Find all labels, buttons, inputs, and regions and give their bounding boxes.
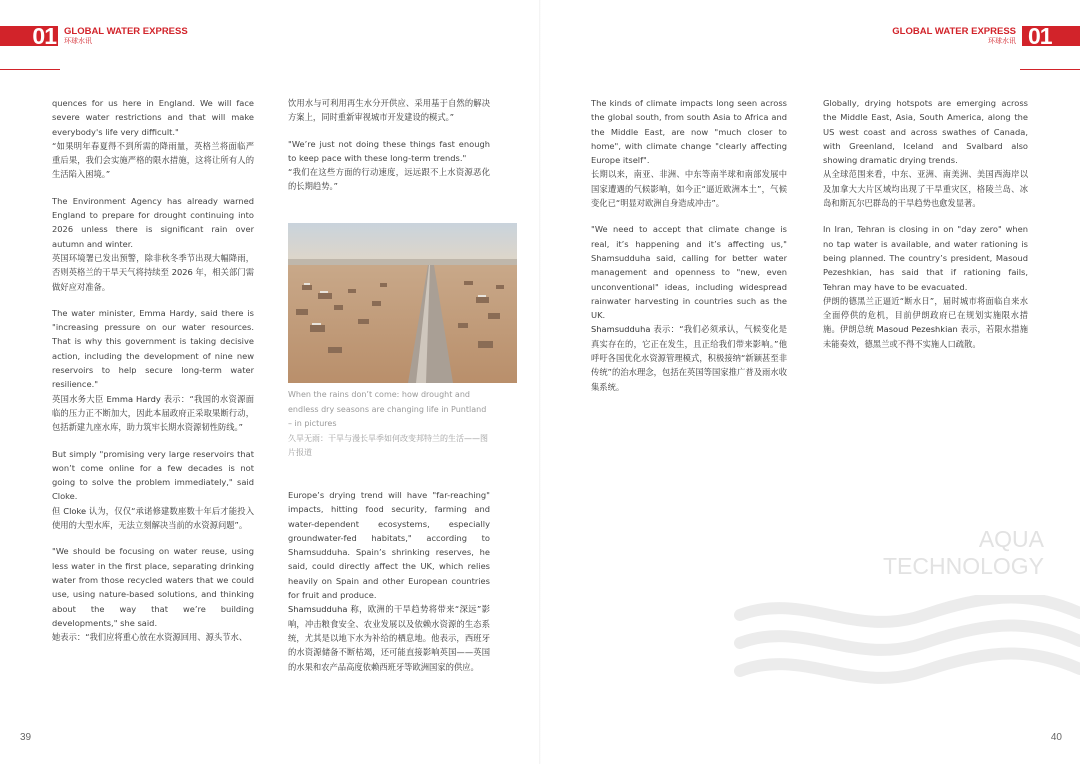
watermark-line-1: AQUA: [978, 526, 1044, 552]
paragraph-en: The Environment Agency has already warned England to prepare for drought continuing into 2026 unless there is significant rain over autumn and winter.: [52, 195, 254, 249]
drought-photo: [288, 223, 517, 383]
paragraph: [823, 222, 1028, 351]
photo-caption: [288, 388, 492, 461]
paragraph-en: "We need to accept that climate change is real, it’s happening and it’s affecting us," Shamsudduha said, calling for better water management and openness to "new, even unconventional" ideas, including widespread rainwater harvesting in countries such as the UK.: [591, 224, 787, 321]
paragraph: [52, 96, 254, 182]
paragraph: [288, 96, 490, 125]
left-column-2-top: [288, 96, 490, 206]
left-column-1: [52, 96, 254, 656]
paragraph-en: Globally, drying hotspots are emerging across the Middle East, Asia, South America, along the US west coast and across swathes of Canada, with Greenland, Iceland and Svalbard also showing dramatic drying trends.: [823, 98, 1028, 166]
aqua-technology-watermark: [864, 526, 1044, 580]
paragraph-cn: “如果明年春夏得不到所需的降雨量，英格兰将面临严重后果，我们会实施严格的限水措施，这将让所有人的生活陷入困境。”: [52, 140, 254, 180]
paragraph: [52, 447, 254, 533]
paragraph-en: quences for us here in England. We will face severe water restrictions and that will make everybody's life very difficult.": [52, 98, 254, 137]
paragraph: [823, 96, 1028, 210]
paragraph-en: Europe’s drying trend will have "far-reaching" impacts, hitting food security, farming and water-dependent ecosystems, especially groundwater-fed habitats," according to Shamsudduha. Spain’s shrinking reserves, he said, could directly affect the UK, which relies heavily on Spain and other European countries for fruit and produce.: [288, 490, 490, 601]
paragraph-cn: Shamsudduha 称，欧洲的干旱趋势将带来“深远”影响，冲击粮食安全、农业发展以及依赖水资源的生态系统，尤其是以地下水为补给的栖息地。他表示，西班牙的水资源储备不断枯竭，还可能直接影响英国——英国的水果和农产品高度依赖西班牙等欧洲国家的供应。: [288, 604, 490, 672]
header-right: [540, 22, 1080, 48]
paragraph-cn: Shamsudduha 表示：“我们必须承认，气候变化是真实存在的，它正在发生，且正给我们带来影响。”他呼吁各国优化水资源管理模式，积极接纳“新颖甚至非传统”的治水理念，包括在英国等国家推广普及雨水收集系统。: [591, 324, 787, 392]
caption-en: When the rains don’t come: how drought and endless dry seasons are changing life in Puntland – in pictures: [288, 390, 487, 428]
section-number: 01: [32, 26, 56, 46]
paragraph-en: "We should be focusing on water reuse, using less water in the first place, separating drinking water from those recycled waters that we could use, using nature-based solutions, and thinking about the way that we’re building developments," she said.: [52, 546, 254, 628]
right-page: [540, 0, 1080, 764]
wave-decoration: [734, 595, 1080, 700]
paragraph: [52, 544, 254, 644]
paragraph-cn: 饮用水与可利用再生水分开供应、采用基于自然的解决方案上，同时重新审视城市开发建设的模式。”: [288, 98, 490, 123]
right-column-1: [591, 96, 787, 406]
section-tag: [1022, 26, 1080, 46]
paragraph-cn: 伊朗的德黑兰正逼近“断水日”，届时城市将面临自来水全面停供的危机，目前伊朗政府已在规划实施限水措施。伊朗总统 Masoud Pezeshkian 表示，若限水措施未能奏效，德黑兰或不得不实施人口疏散。: [823, 295, 1028, 349]
paragraph-en: "We’re just not doing these things fast enough to keep pace with these long-term trends.": [288, 138, 490, 163]
paragraph-en: But simply "promising very large reservoirs that won’t come online for a few decades is not going to solve the problem immediately," said Cloke.: [52, 448, 254, 502]
paragraph-cn: 英国水务大臣 Emma Hardy 表示：“我国的水资源面临的压力正不断加大，因此本届政府正采取果断行动，包括新建九座水库，助力筑牢长期水资源韧性防线。”: [52, 393, 254, 433]
header-rule: [0, 69, 60, 70]
page-number-left: 39: [20, 732, 32, 743]
paragraph-cn: 从全球范围来看，中东、亚洲、南美洲、美国西海岸以及加拿大大片区域均出现了干旱重灾区，格陵兰岛、冰岛和斯瓦尔巴群岛的干旱趋势也愈发显著。: [823, 169, 1028, 209]
paragraph: [52, 194, 254, 294]
paragraph-cn: “我们在这些方面的行动速度，远远跟不上水资源恶化的长期趋势。”: [288, 167, 490, 192]
drought-photo-image: [288, 223, 517, 383]
paragraph-cn: 她表示：“我们应将重心放在水资源回用、源头节水、: [52, 632, 248, 643]
paragraph-en: The kinds of climate impacts long seen across the global south, from south Asia to Africa and the Middle East, are now "much closer to home", with climate change "clearly affecting Europe itself".: [591, 98, 787, 166]
brand-title-cn: 环球水讯: [988, 37, 1016, 45]
paragraph: [591, 96, 787, 210]
paragraph: [52, 306, 254, 435]
paragraph: [288, 137, 490, 194]
watermark-line-2: TECHNOLOGY: [882, 553, 1044, 579]
paragraph-en: In Iran, Tehran is closing in on "day zero" when no tap water is available, and water rationing is being planned. The country’s president, Masoud Pezeshkian, has said that if rationing fails, Tehran may have to be evacuated.: [823, 224, 1028, 292]
brand-block: [64, 26, 188, 46]
caption-cn: 久旱无雨：干旱与漫长旱季如何改变邦特兰的生活——图片报道: [288, 433, 488, 457]
brand-title: GLOBAL WATER EXPRESS: [64, 26, 188, 37]
paragraph: [288, 488, 490, 674]
left-column-2-bottom: [288, 488, 490, 686]
right-column-2: [823, 96, 1028, 363]
brand-block: [892, 26, 1016, 46]
header-rule: [1020, 69, 1080, 70]
brand-title-cn: 环球水讯: [64, 37, 92, 45]
section-number: 01: [1028, 26, 1052, 46]
brand-title: GLOBAL WATER EXPRESS: [892, 26, 1016, 37]
section-tag: [0, 26, 58, 46]
paragraph-cn: 英国环境署已发出预警，除非秋冬季节出现大幅降雨，否则英格兰的干旱天气将持续至 2026 年，相关部门需做好应对准备。: [52, 252, 254, 292]
paragraph: [591, 222, 787, 394]
paragraph-cn: 长期以来，南亚、非洲、中东等南半球和南部发展中国家遭遇的气候影响，如今正“逼近欧洲本土”，气候变化已“明显对欧洲自身造成冲击”。: [591, 169, 787, 209]
page-number-right: 40: [1050, 732, 1062, 743]
paragraph-cn: 但 Cloke 认为，仅仅“承诺修建数座数十年后才能投入使用的大型水库，无法立刻解决当前的水资源问题”。: [52, 505, 254, 531]
paragraph-en: The water minister, Emma Hardy, said there is "increasing pressure on our water resources. That is why this government is taking decisive action, including the development of nine new reservoirs to help secure long-term water resilience.": [52, 307, 254, 390]
